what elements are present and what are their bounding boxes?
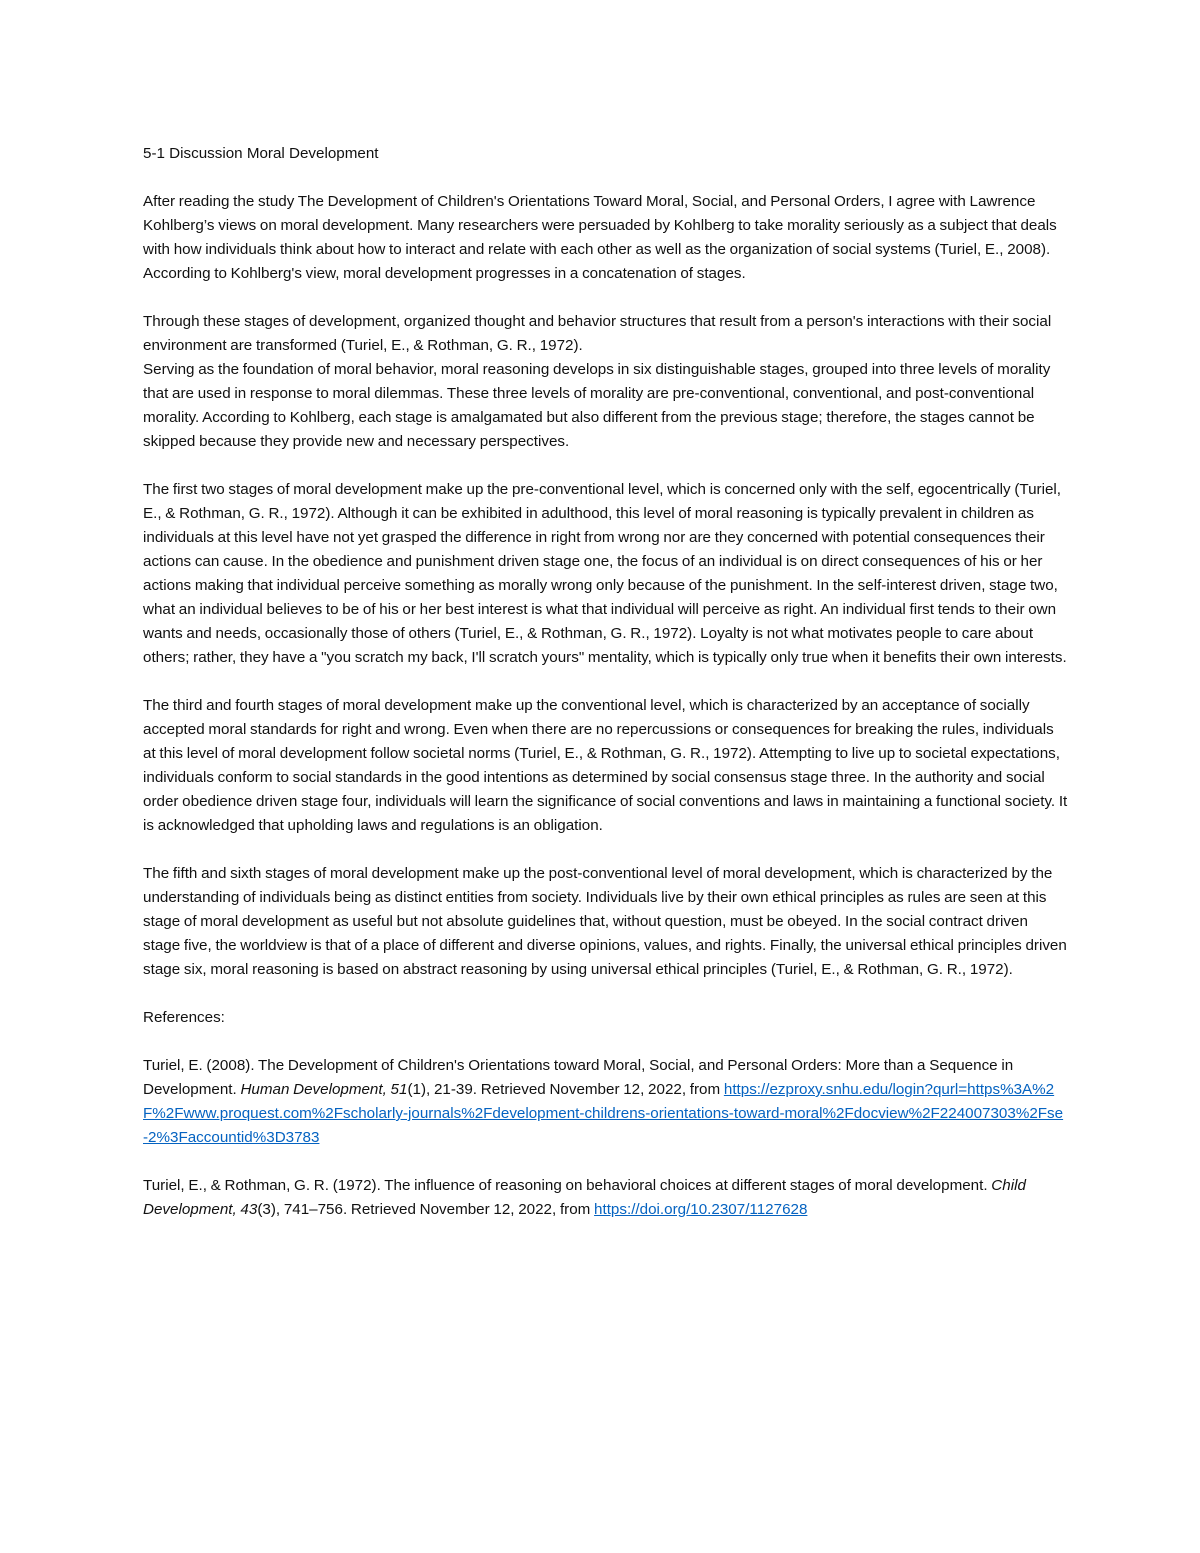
reference-link[interactable]: https://doi.org/10.2307/1127628	[594, 1201, 808, 1218]
paragraph-moral-reasoning: Serving as the foundation of moral behavior, moral reasoning develops in six distinguishable stages, grouped into three levels of morality that are used in response to moral dilemmas. These three levels of morality are pre-conventional, conventional, and post-conventional morality. According to Kohlberg, each stage is amalgamated but also different from the previous stage; therefore, the stages cannot be skipped because they provide new and necessary perspectives.	[143, 361, 1051, 450]
paragraph-stages-transform: Through these stages of development, organized thought and behavior structures that result from a person's interactions with their social environment are transformed (Turiel, E., & Rothman, G. R., 1972).	[143, 313, 1052, 354]
paragraph-pre-conventional: The first two stages of moral development make up the pre-conventional level, which is concerned only with the self, egocentrically (Turiel, E., & Rothman, G. R., 1972). Although it can be exhibited in adulthood, this level of moral reasoning is typically prevalent in children as individuals at this level have not yet grasped the difference in right from wrong nor are they concerned with potential consequences their actions can cause. In the obedience and punishment driven stage one, the focus of an individual is on direct consequences of his or her actions making that individual perceive something as morally wrong only because of the punishment. In the self-interest driven, stage two, what an individual believes to be of his or her best interest is what that individual will perceive as right. An individual first tends to their own wants and needs, occasionally those of others (Turiel, E., & Rothman, G. R., 1972). Loyalty is not what motivates people to care about others; rather, they have a "you scratch my back, I'll scratch yours" mentality, which is typically only true when it benefits their own interests.	[143, 481, 1067, 666]
paragraph-conventional: The third and fourth stages of moral development make up the conventional level, which is characterized by an acceptance of socially accepted moral standards for right and wrong. Even when there are no repercussions or consequences for breaking the rules, individuals at this level of moral development follow societal norms (Turiel, E., & Rothman, G. R., 1972). Attempting to live up to societal expectations, individuals conform to social standards in the good intentions as determined by social consensus stage three. In the authority and social order obedience driven stage four, individuals will learn the significance of social conventions and laws in maintaining a functional society. It is acknowledged that upholding laws and regulations is an obligation.	[143, 697, 1068, 834]
reference-issue-pages: (3), 741–756. Retrieved November 12, 2022, from	[257, 1201, 595, 1218]
references-heading: References:	[143, 1009, 225, 1026]
reference-item	[143, 1054, 1068, 1150]
reference-journal: Child Development, 43	[143, 1177, 1026, 1218]
document-title: 5-1 Discussion Moral Development	[143, 145, 379, 162]
reference-citation-text: Turiel, E. (2008). The Development of Children's Orientations toward Moral, Social, and Personal Orders: More than a Sequence in Development.	[143, 1057, 1014, 1098]
paragraph-intro: After reading the study The Development of Children's Orientations Toward Moral, Social, and Personal Orders, I agree with Lawrence Kohlberg’s views on moral development. Many researchers were persuaded by Kohlberg to take morality seriously as a subject that deals with how individuals think about how to interact and relate with each other as well as the organization of social systems (Turiel, E., 2008). According to Kohlberg's view, moral development progresses in a concatenation of stages.	[143, 193, 1057, 282]
paragraph-post-conventional: The fifth and sixth stages of moral development make up the post-conventional level of moral development, which is characterized by the understanding of individuals being as distinct entities from society. Individuals live by their own ethical principles as rules are seen at this stage of moral development as useful but not absolute guidelines that, without question, must be obeyed. In the social contract driven stage five, the worldview is that of a place of different and diverse opinions, values, and rights. Finally, the universal ethical principles driven stage six, moral reasoning is based on abstract reasoning by using universal ethical principles (Turiel, E., & Rothman, G. R., 1972).	[143, 865, 1067, 978]
document-body	[143, 142, 1068, 1246]
reference-issue-pages: (1), 21-39. Retrieved November 12, 2022, from	[407, 1081, 724, 1098]
reference-link[interactable]: https://ezproxy.snhu.edu/login?qurl=https%3A%2F%2Fwww.proquest.com%2Fscholarly-journals%2Fdevelopment-childrens-orientations-toward-moral%2Fdocview%2F224007303%2Fse-2%3Faccountid%3D3783	[143, 1081, 1064, 1146]
reference-journal: Human Development, 51	[240, 1081, 408, 1098]
reference-citation-text: Turiel, E., & Rothman, G. R. (1972). The influence of reasoning on behavioral choices at different stages of moral development.	[143, 1177, 992, 1194]
reference-item	[143, 1174, 1068, 1222]
